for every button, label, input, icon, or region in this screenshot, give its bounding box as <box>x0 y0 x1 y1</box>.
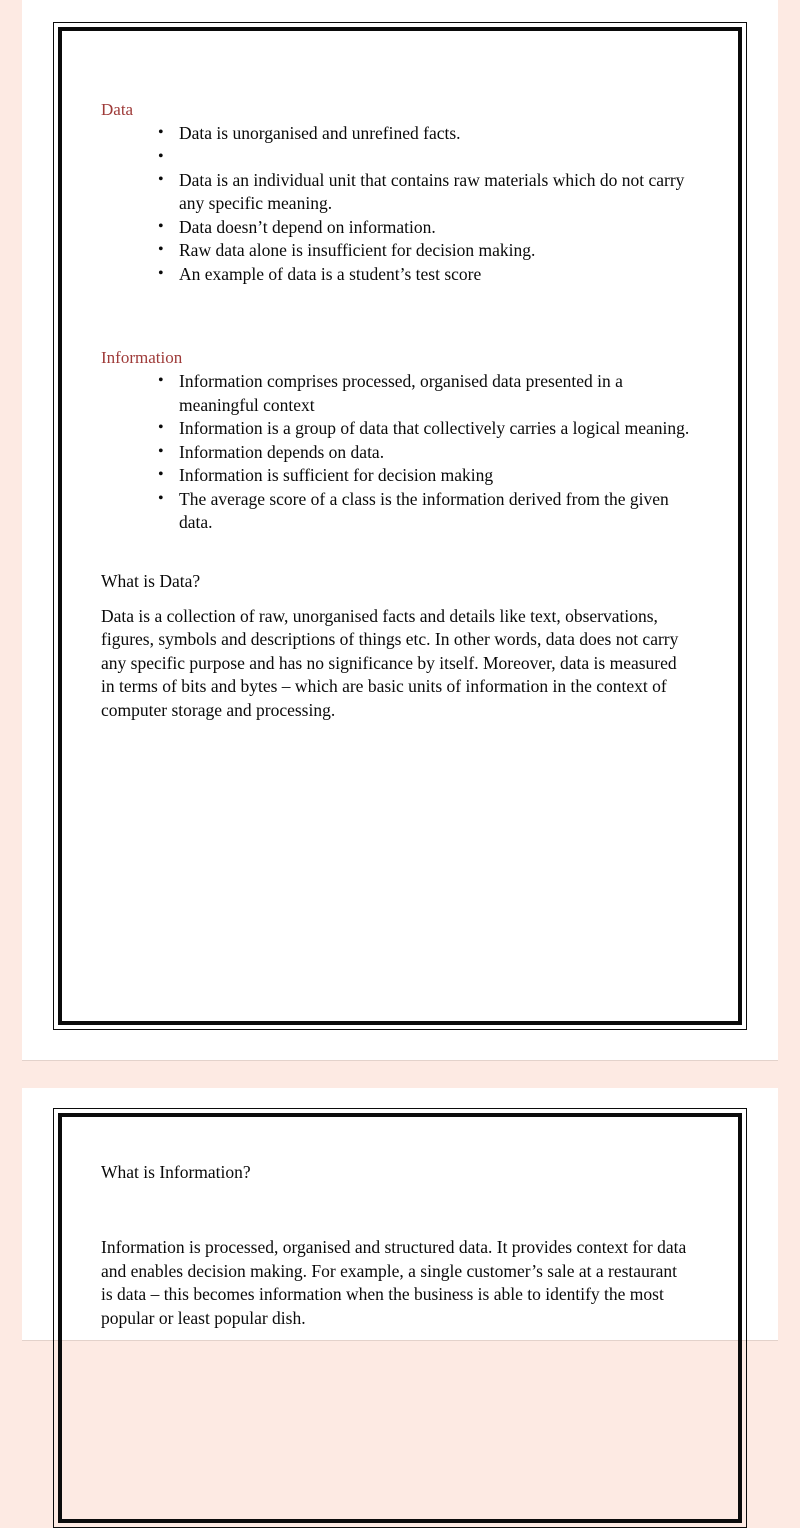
section-heading-data: Data <box>101 100 134 119</box>
list-item: • Information comprises processed, organised data presented in a meaningful context <box>157 370 691 417</box>
bullet-list-data <box>22 122 778 286</box>
section-heading-information: Information <box>101 348 183 367</box>
slide-page-1 <box>22 0 778 1060</box>
spacer <box>22 286 778 348</box>
list-item: • Raw data alone is insufficient for decision making. <box>157 239 691 263</box>
list-item: • Information is a group of data that collectively carries a logical meaning. <box>157 417 691 441</box>
spacer <box>22 535 778 569</box>
list-item: • The average score of a class is the information derived from the given data. <box>157 488 691 535</box>
list-item: • Data doesn’t depend on information. <box>157 216 691 240</box>
slide-page-2 <box>22 1088 778 1340</box>
list-item: • An example of data is a student’s test score <box>157 263 691 287</box>
list-item-empty <box>157 146 691 169</box>
bullet-list-information <box>22 370 778 535</box>
prose-block-what-is-data <box>22 569 778 723</box>
spacer <box>22 593 778 605</box>
prose-body-what-is-information: Information is processed, organised and structured data. It provides context for data and enables decision making. For example, a single customer’s sale at a restaurant is data – this becomes information when the business is able to identify the most popular or least popular dish. <box>101 1237 687 1328</box>
slide-2-content <box>22 1160 778 1330</box>
list-item: • Information depends on data. <box>157 441 691 465</box>
prose-block-what-is-information <box>22 1160 778 1330</box>
list-item: • Information is sufficient for decision making <box>157 464 691 488</box>
list-item: • Data is unorganised and unrefined facts. <box>157 122 691 146</box>
prose-heading-what-is-data: What is Data? <box>101 570 201 591</box>
section-information <box>22 348 778 535</box>
document-scroll-column[interactable] <box>22 0 778 1340</box>
slide-1-content <box>22 100 778 722</box>
prose-heading-what-is-information: What is Information? <box>101 1162 251 1182</box>
section-data <box>22 100 778 286</box>
spacer <box>22 1184 778 1236</box>
prose-body-what-is-data: Data is a collection of raw, unorganised facts and details like text, observations, figures, symbols and descriptions of things etc. In other words, data does not carry any specific purpose and has no significance by itself. Moreover, data is measured in terms of bits and bytes – which are basic units of information in the context of computer storage and processing. <box>101 605 679 720</box>
list-item: • Data is an individual unit that contains raw materials which do not carry any specific meaning. <box>157 169 691 216</box>
